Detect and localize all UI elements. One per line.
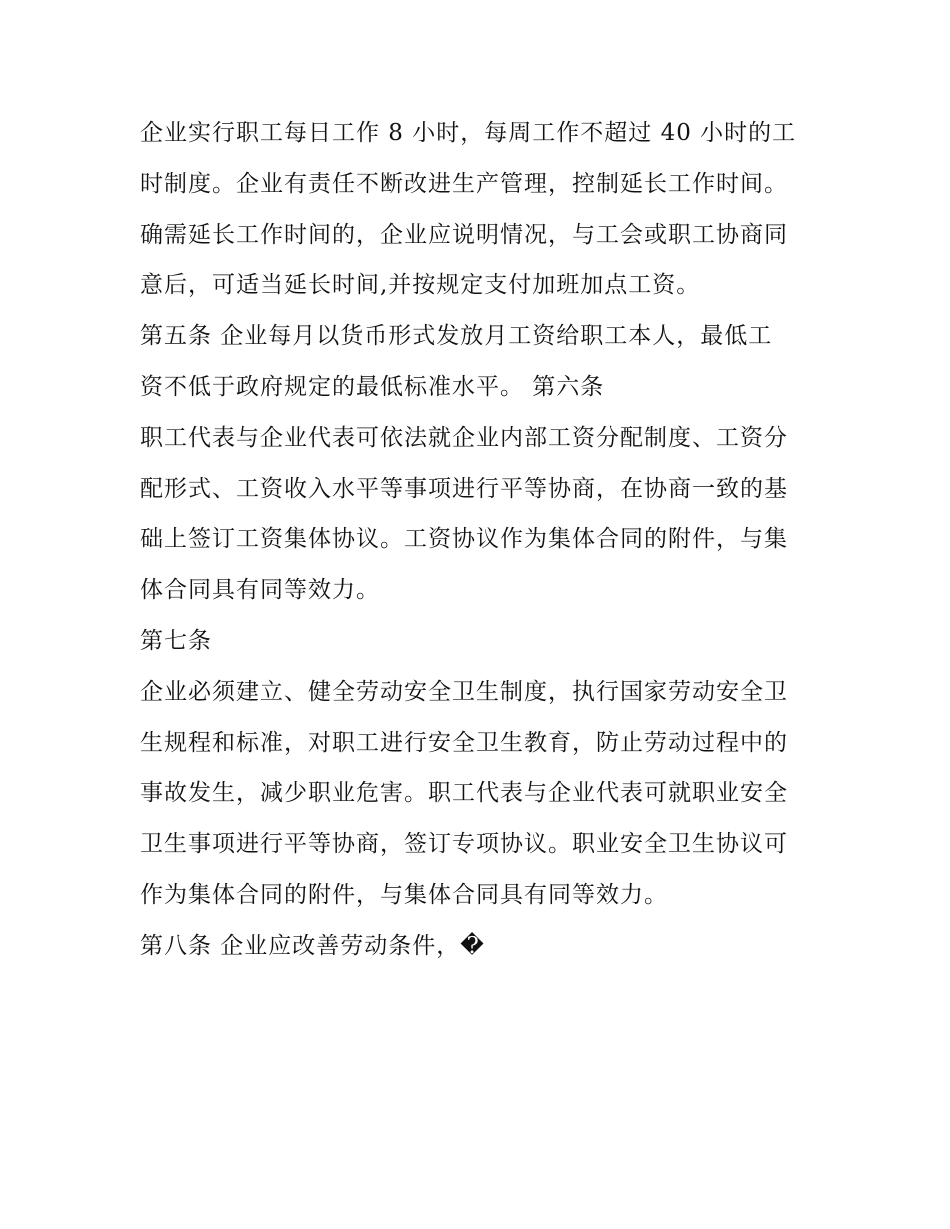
text-line: 确需延长工作时间的，企业应说明情况，与工会或职工协商同 <box>140 221 788 248</box>
text-line: 作为集体合同的附件，与集体合同具有同等效力。 <box>140 881 668 908</box>
text-line: 卫生事项进行平等协商，签订专项协议。职业安全卫生协议可 <box>140 831 788 858</box>
text-line: 职工代表与企业代表可依法就企业内部工资分配制度、工资分 <box>140 424 788 451</box>
text-line: 础上签订工资集体协议。工资协议作为集体合同的附件，与集 <box>140 526 788 553</box>
document-body <box>140 108 830 972</box>
text-line: 生规程和标准，对职工进行安全卫生教育，防止劳动过程中的 <box>140 729 788 756</box>
article-heading-line: 第七条 <box>140 627 212 654</box>
text-line: 企业必须建立、健全劳动安全卫生制度，执行国家劳动安全卫 <box>140 678 788 705</box>
text-line: 事故发生，减少职业危害。职工代表与企业代表可就职业安全 <box>140 780 788 807</box>
text-line: 意后，可适当延长时间,并按规定支付加班加点工资。 <box>140 272 701 299</box>
text-line: 配形式、工资收入水平等事项进行平等协商，在协商一致的基 <box>140 475 788 502</box>
text-line: 企业实行职工每日工作 8 小时，每周工作不超过 40 小时的工 <box>140 120 797 146</box>
article-heading-line: 第五条 企业每月以货币形式发放月工资给职工本人，最低工 <box>140 323 773 350</box>
text-line: 资不低于政府规定的最低标准水平。 第六条 <box>140 373 605 400</box>
article-heading-line: 第八条 企业应改善劳动条件，� <box>140 932 485 959</box>
text-line: 时制度。企业有责任不断改进生产管理，控制延长工作时间。 <box>140 170 788 197</box>
text-line: 体合同具有同等效力。 <box>140 577 380 604</box>
